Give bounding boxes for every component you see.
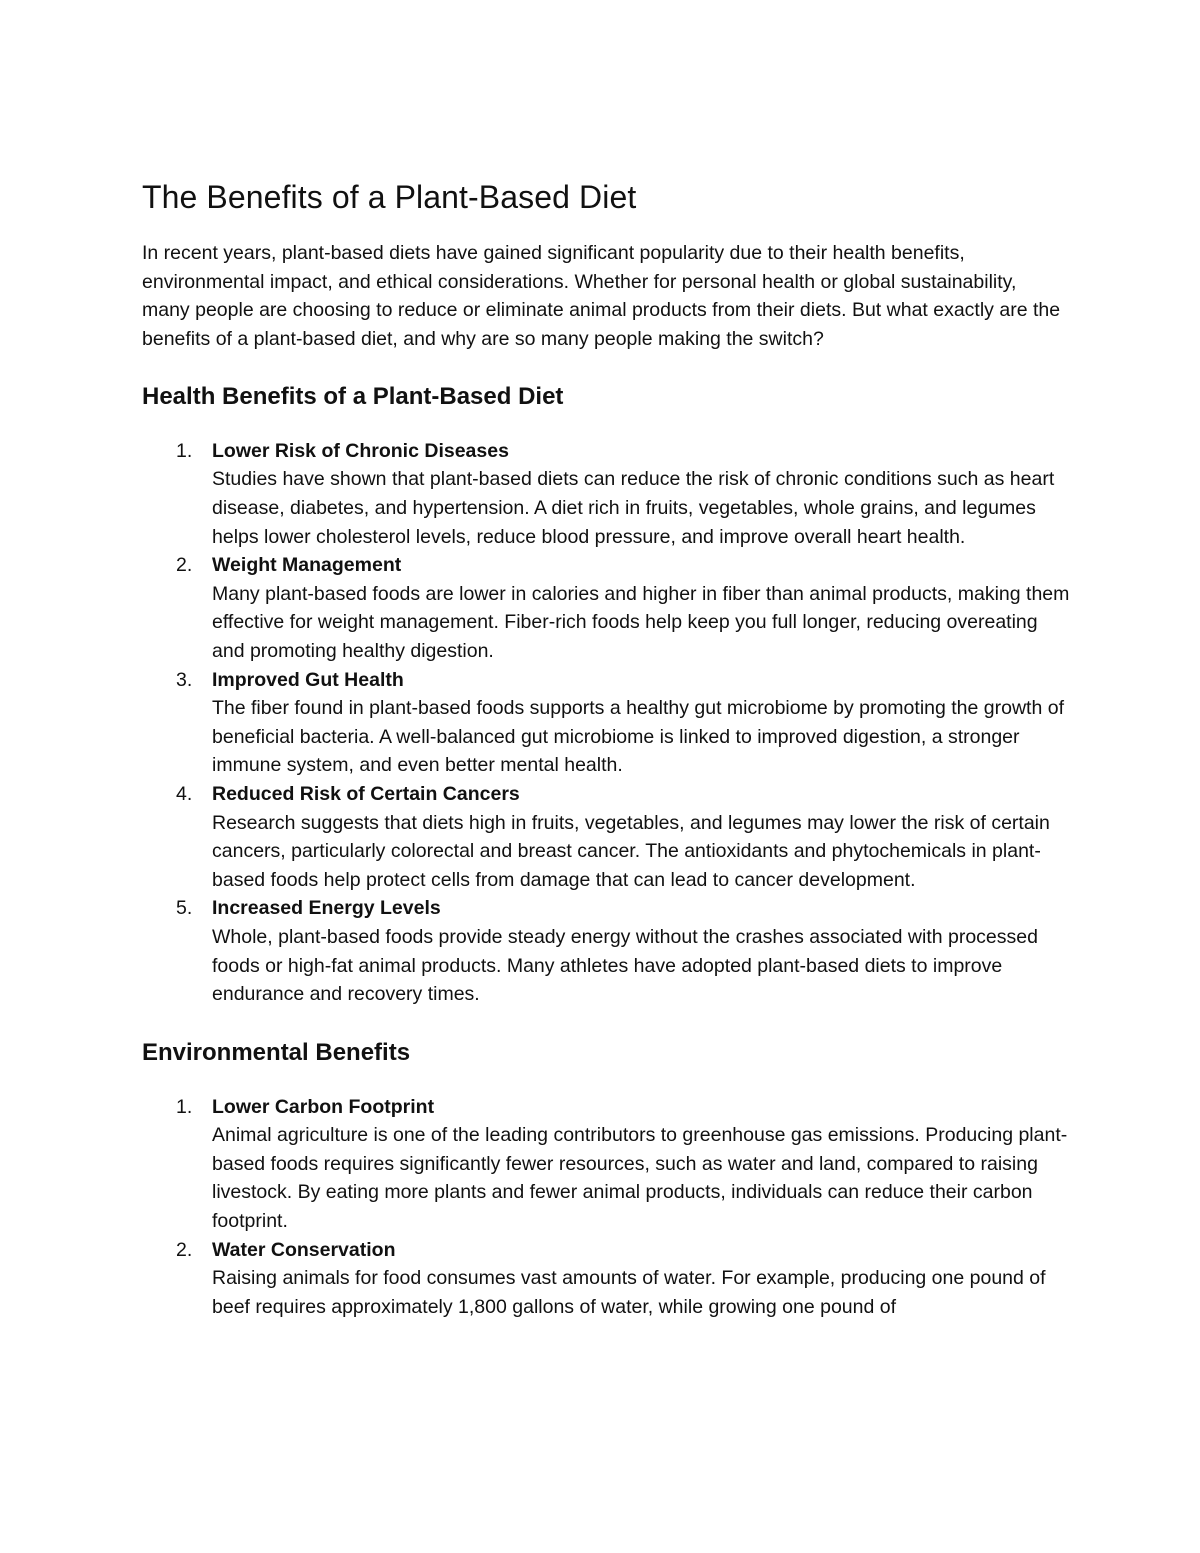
list-item-body: The fiber found in plant-based foods supports a healthy gut microbiome by promoting the growth of beneficial bacteria. A well-balanced gut microbiome is linked to improved digestion, a stronger immune system, and even better mental health. (212, 697, 1064, 777)
list-item-title: Increased Energy Levels (212, 897, 441, 920)
document-page (142, 177, 1072, 1321)
environmental-benefits-list (142, 1093, 1072, 1322)
list-item-title: Weight Management (212, 554, 402, 577)
list-item-number: 1. (176, 439, 193, 462)
list-item-number: 4. (176, 782, 193, 805)
list-item (142, 551, 1072, 665)
list-item (142, 1236, 1072, 1322)
document-title: The Benefits of a Plant-Based Diet (142, 179, 637, 215)
list-item-number: 2. (176, 1238, 193, 1261)
list-item-body: Research suggests that diets high in fruits, vegetables, and legumes may lower the risk of certain cancers, particularly colorectal and breast cancer. The antioxidants and phytochemicals in plant-based foods help protect cells from damage that can lead to cancer development. (212, 811, 1050, 891)
list-item-number: 5. (176, 897, 193, 920)
list-item-title: Reduced Risk of Certain Cancers (212, 782, 520, 805)
list-item (142, 780, 1072, 894)
list-item-number: 3. (176, 668, 193, 691)
list-item-body: Raising animals for food consumes vast amounts of water. For example, producing one pound of beef requires approximately 1,800 gallons of water, while growing one pound of (212, 1267, 1046, 1318)
list-item-body: Studies have shown that plant-based diets can reduce the risk of chronic conditions such as heart disease, diabetes, and hypertension. A diet rich in fruits, vegetables, whole grains, and legumes helps lower cholesterol levels, reduce blood pressure, and improve overall heart health. (212, 468, 1055, 548)
list-item-title: Water Conservation (212, 1238, 396, 1261)
list-item-title: Improved Gut Health (212, 668, 404, 691)
list-item (142, 666, 1072, 780)
list-item (142, 1093, 1072, 1236)
list-item-body: Animal agriculture is one of the leading contributors to greenhouse gas emissions. Producing plant-based foods requires significantly fewer resources, such as water and land, compared to raising livestock. By eating more plants and fewer animal products, individuals can reduce their carbon footprint. (212, 1124, 1068, 1233)
intro-paragraph: In recent years, plant-based diets have gained significant popularity due to their health benefits, environmental impact, and ethical considerations. Whether for personal health or global sustainability, many people are choosing to reduce or eliminate animal products from their diets. But what exactly are the benefits of a plant-based diet, and why are so many people making the switch? (142, 242, 1061, 351)
list-item (142, 894, 1072, 1008)
list-item-number: 1. (176, 1095, 193, 1118)
health-benefits-heading: Health Benefits of a Plant-Based Diet (142, 382, 564, 410)
list-item-title: Lower Carbon Footprint (212, 1095, 435, 1118)
list-item-body: Many plant-based foods are lower in calories and higher in fiber than animal products, making them effective for weight management. Fiber-rich foods help keep you full longer, reducing overeating and promoting healthy digestion. (212, 582, 1070, 662)
list-item (142, 437, 1072, 551)
health-benefits-list (142, 437, 1072, 1009)
list-item-number: 2. (176, 554, 193, 577)
list-item-title: Lower Risk of Chronic Diseases (212, 439, 509, 462)
list-item-body: Whole, plant-based foods provide steady energy without the crashes associated with processed foods or high-fat animal products. Many athletes have adopted plant-based diets to improve endurance and recovery times. (212, 925, 1038, 1006)
environmental-benefits-heading: Environmental Benefits (142, 1038, 411, 1066)
